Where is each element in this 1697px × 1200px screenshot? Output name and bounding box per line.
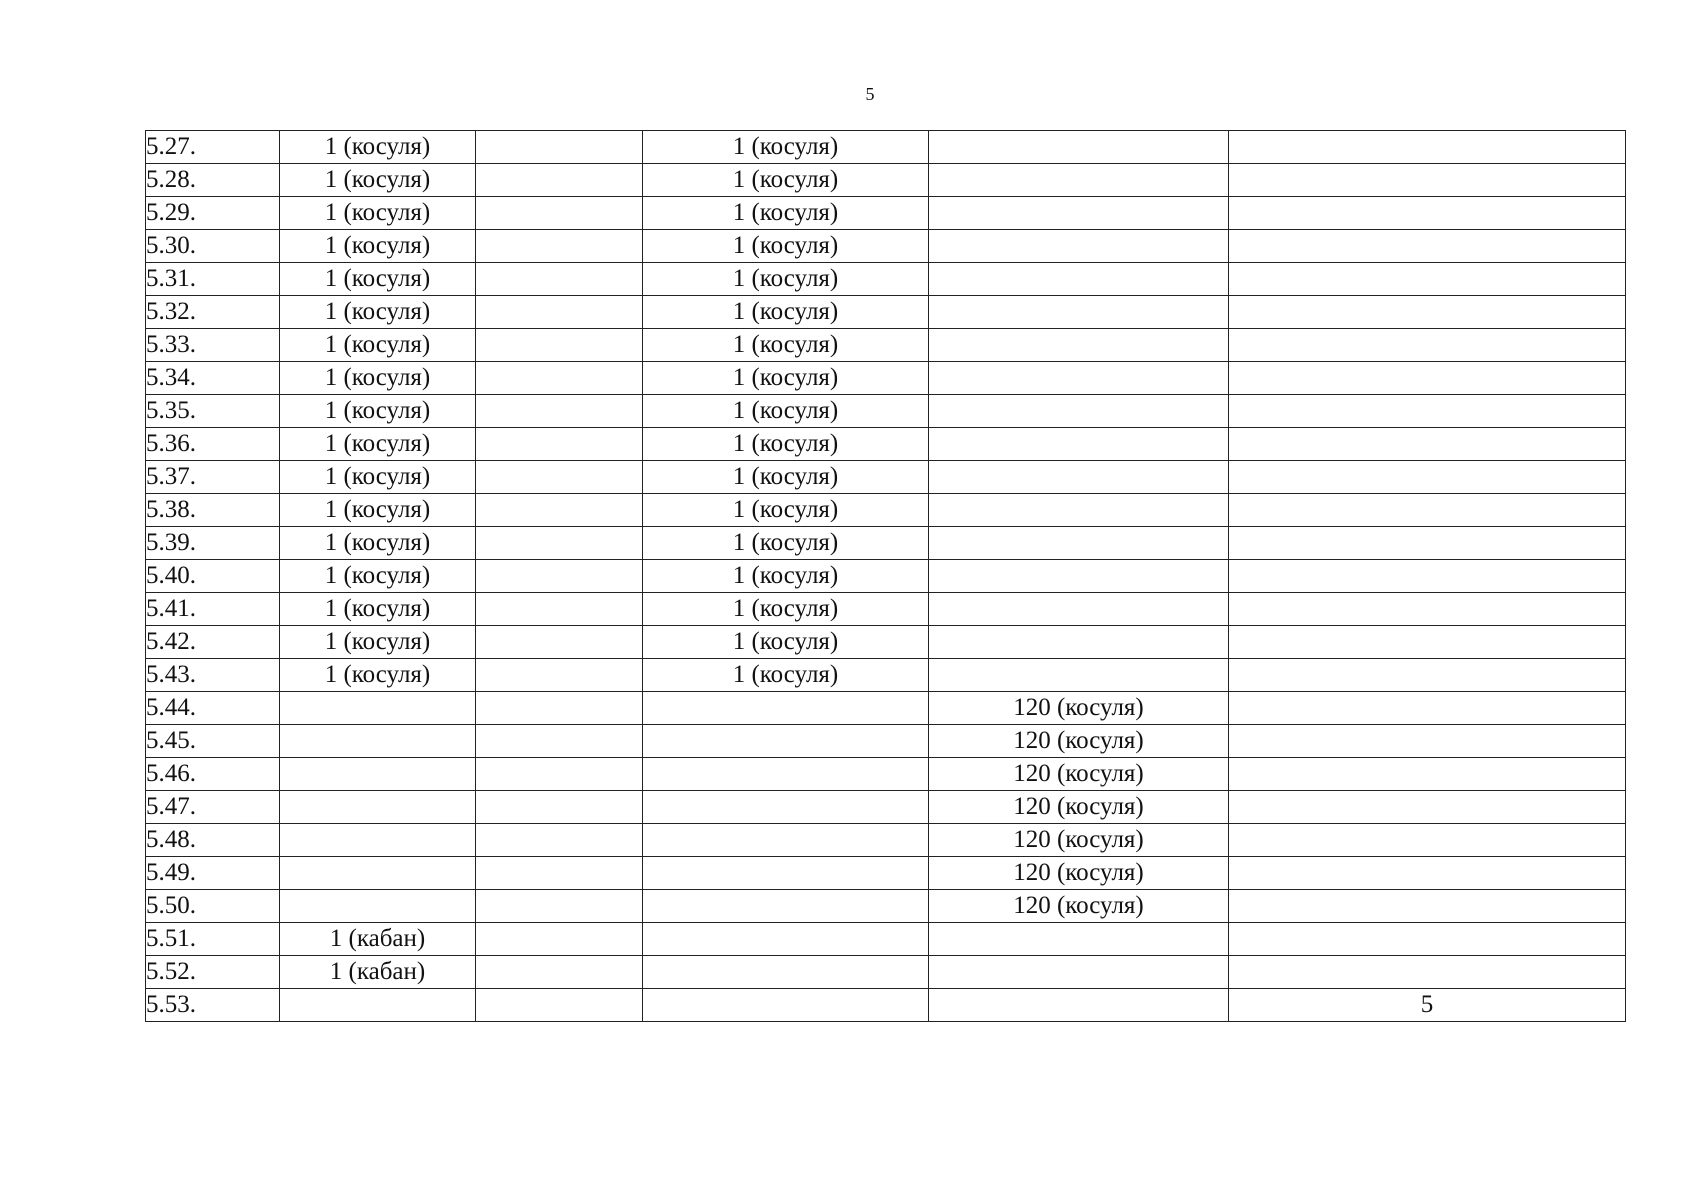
col4-cell	[929, 296, 1229, 329]
col5-cell	[1229, 725, 1626, 758]
table-row	[146, 197, 1626, 230]
col4-cell: 120 (косуля)	[929, 725, 1229, 758]
col4-cell	[929, 494, 1229, 527]
col4-cell	[929, 626, 1229, 659]
col2-cell	[476, 164, 643, 197]
col3-cell: 1 (косуля)	[643, 329, 929, 362]
col4-cell: 120 (косуля)	[929, 692, 1229, 725]
col1-cell	[280, 989, 476, 1022]
col4-cell	[929, 263, 1229, 296]
col5-cell	[1229, 197, 1626, 230]
table-row	[146, 263, 1626, 296]
col2-cell	[476, 329, 643, 362]
col2-cell	[476, 395, 643, 428]
col2-cell	[476, 428, 643, 461]
col1-cell: 1 (косуля)	[280, 428, 476, 461]
col2-cell	[476, 626, 643, 659]
col3-cell	[643, 725, 929, 758]
col4-cell	[929, 428, 1229, 461]
row-number-cell: 5.27.	[146, 131, 280, 164]
col3-cell: 1 (косуля)	[643, 395, 929, 428]
row-number-cell: 5.33.	[146, 329, 280, 362]
row-number-cell: 5.40.	[146, 560, 280, 593]
col4-cell	[929, 131, 1229, 164]
col2-cell	[476, 989, 643, 1022]
col1-cell: 1 (косуля)	[280, 164, 476, 197]
col1-cell: 1 (косуля)	[280, 329, 476, 362]
col1-cell: 1 (кабан)	[280, 956, 476, 989]
col4-cell: 120 (косуля)	[929, 824, 1229, 857]
col2-cell	[476, 296, 643, 329]
col2-cell	[476, 824, 643, 857]
col3-cell: 1 (косуля)	[643, 230, 929, 263]
table-row	[146, 131, 1626, 164]
col4-cell	[929, 395, 1229, 428]
col3-cell	[643, 989, 929, 1022]
col2-cell	[476, 758, 643, 791]
col2-cell	[476, 197, 643, 230]
quota-table	[145, 130, 1626, 1022]
col4-cell	[929, 593, 1229, 626]
col1-cell: 1 (косуля)	[280, 494, 476, 527]
table-row	[146, 362, 1626, 395]
col1-cell: 1 (косуля)	[280, 560, 476, 593]
col1-cell: 1 (косуля)	[280, 527, 476, 560]
col5-cell	[1229, 692, 1626, 725]
col2-cell	[476, 890, 643, 923]
col5-cell	[1229, 362, 1626, 395]
row-number-cell: 5.51.	[146, 923, 280, 956]
row-number-cell: 5.37.	[146, 461, 280, 494]
table-row	[146, 626, 1626, 659]
table-row	[146, 824, 1626, 857]
col1-cell	[280, 758, 476, 791]
row-number-cell: 5.49.	[146, 857, 280, 890]
col2-cell	[476, 362, 643, 395]
col1-cell	[280, 692, 476, 725]
col3-cell: 1 (косуля)	[643, 197, 929, 230]
col5-cell	[1229, 296, 1626, 329]
col2-cell	[476, 593, 643, 626]
col1-cell	[280, 824, 476, 857]
row-number-cell: 5.48.	[146, 824, 280, 857]
col2-cell	[476, 923, 643, 956]
table-row	[146, 758, 1626, 791]
row-number-cell: 5.47.	[146, 791, 280, 824]
row-number-cell: 5.42.	[146, 626, 280, 659]
col3-cell	[643, 824, 929, 857]
col4-cell	[929, 164, 1229, 197]
col3-cell: 1 (косуля)	[643, 164, 929, 197]
col1-cell: 1 (косуля)	[280, 593, 476, 626]
table-row	[146, 296, 1626, 329]
row-number-cell: 5.53.	[146, 989, 280, 1022]
col4-cell	[929, 659, 1229, 692]
row-number-cell: 5.28.	[146, 164, 280, 197]
row-number-cell: 5.31.	[146, 263, 280, 296]
table-body	[146, 131, 1626, 1022]
col4-cell	[929, 956, 1229, 989]
col2-cell	[476, 692, 643, 725]
col5-cell	[1229, 758, 1626, 791]
col5-cell	[1229, 857, 1626, 890]
col5-cell	[1229, 824, 1626, 857]
col3-cell	[643, 692, 929, 725]
table-row	[146, 692, 1626, 725]
col3-cell: 1 (косуля)	[643, 296, 929, 329]
col4-cell	[929, 923, 1229, 956]
table-row	[146, 659, 1626, 692]
col4-cell	[929, 197, 1229, 230]
col1-cell	[280, 791, 476, 824]
col5-cell: 5	[1229, 989, 1626, 1022]
col3-cell: 1 (косуля)	[643, 593, 929, 626]
col1-cell: 1 (косуля)	[280, 362, 476, 395]
col1-cell	[280, 857, 476, 890]
col5-cell	[1229, 956, 1626, 989]
col3-cell: 1 (косуля)	[643, 428, 929, 461]
col2-cell	[476, 725, 643, 758]
row-number-cell: 5.52.	[146, 956, 280, 989]
table-row	[146, 164, 1626, 197]
col2-cell	[476, 560, 643, 593]
row-number-cell: 5.29.	[146, 197, 280, 230]
col1-cell: 1 (косуля)	[280, 626, 476, 659]
table-row	[146, 923, 1626, 956]
table-row	[146, 725, 1626, 758]
col5-cell	[1229, 230, 1626, 263]
col1-cell: 1 (кабан)	[280, 923, 476, 956]
col3-cell: 1 (косуля)	[643, 626, 929, 659]
col2-cell	[476, 659, 643, 692]
row-number-cell: 5.43.	[146, 659, 280, 692]
col1-cell: 1 (косуля)	[280, 461, 476, 494]
col4-cell: 120 (косуля)	[929, 857, 1229, 890]
row-number-cell: 5.39.	[146, 527, 280, 560]
page-number: 5	[865, 84, 875, 104]
table-row	[146, 857, 1626, 890]
col5-cell	[1229, 890, 1626, 923]
col2-cell	[476, 461, 643, 494]
col4-cell: 120 (косуля)	[929, 758, 1229, 791]
col5-cell	[1229, 395, 1626, 428]
row-number-cell: 5.41.	[146, 593, 280, 626]
row-number-cell: 5.34.	[146, 362, 280, 395]
col1-cell: 1 (косуля)	[280, 230, 476, 263]
col3-cell	[643, 923, 929, 956]
col4-cell: 120 (косуля)	[929, 890, 1229, 923]
col2-cell	[476, 857, 643, 890]
col2-cell	[476, 131, 643, 164]
row-number-cell: 5.46.	[146, 758, 280, 791]
col5-cell	[1229, 494, 1626, 527]
col4-cell	[929, 230, 1229, 263]
col5-cell	[1229, 659, 1626, 692]
col3-cell: 1 (косуля)	[643, 461, 929, 494]
table-row	[146, 956, 1626, 989]
col3-cell	[643, 857, 929, 890]
table-row	[146, 791, 1626, 824]
table-row	[146, 989, 1626, 1022]
col3-cell	[643, 890, 929, 923]
row-number-cell: 5.38.	[146, 494, 280, 527]
row-number-cell: 5.30.	[146, 230, 280, 263]
col2-cell	[476, 527, 643, 560]
col5-cell	[1229, 626, 1626, 659]
col4-cell	[929, 461, 1229, 494]
col1-cell: 1 (косуля)	[280, 263, 476, 296]
table-row	[146, 890, 1626, 923]
col4-cell	[929, 560, 1229, 593]
col1-cell: 1 (косуля)	[280, 395, 476, 428]
col1-cell: 1 (косуля)	[280, 659, 476, 692]
col5-cell	[1229, 263, 1626, 296]
col4-cell	[929, 329, 1229, 362]
col3-cell: 1 (косуля)	[643, 560, 929, 593]
col5-cell	[1229, 461, 1626, 494]
col1-cell: 1 (косуля)	[280, 197, 476, 230]
col3-cell: 1 (косуля)	[643, 527, 929, 560]
col3-cell: 1 (косуля)	[643, 131, 929, 164]
row-number-cell: 5.35.	[146, 395, 280, 428]
col1-cell	[280, 725, 476, 758]
col1-cell: 1 (косуля)	[280, 131, 476, 164]
col5-cell	[1229, 593, 1626, 626]
col3-cell: 1 (косуля)	[643, 494, 929, 527]
col3-cell	[643, 956, 929, 989]
col5-cell	[1229, 923, 1626, 956]
col3-cell: 1 (косуля)	[643, 659, 929, 692]
col4-cell	[929, 362, 1229, 395]
table-row	[146, 527, 1626, 560]
col1-cell: 1 (косуля)	[280, 296, 476, 329]
col3-cell	[643, 758, 929, 791]
col3-cell: 1 (косуля)	[643, 362, 929, 395]
col2-cell	[476, 263, 643, 296]
col5-cell	[1229, 560, 1626, 593]
col4-cell: 120 (косуля)	[929, 791, 1229, 824]
table-row	[146, 329, 1626, 362]
table-row	[146, 560, 1626, 593]
col5-cell	[1229, 791, 1626, 824]
table-row	[146, 461, 1626, 494]
col4-cell	[929, 989, 1229, 1022]
col5-cell	[1229, 428, 1626, 461]
row-number-cell: 5.44.	[146, 692, 280, 725]
col3-cell	[643, 791, 929, 824]
col2-cell	[476, 494, 643, 527]
col4-cell	[929, 527, 1229, 560]
col5-cell	[1229, 527, 1626, 560]
table-row	[146, 593, 1626, 626]
col2-cell	[476, 956, 643, 989]
col1-cell	[280, 890, 476, 923]
row-number-cell: 5.50.	[146, 890, 280, 923]
table-row	[146, 428, 1626, 461]
col5-cell	[1229, 329, 1626, 362]
row-number-cell: 5.45.	[146, 725, 280, 758]
col3-cell: 1 (косуля)	[643, 263, 929, 296]
table-row	[146, 230, 1626, 263]
col5-cell	[1229, 164, 1626, 197]
table-row	[146, 494, 1626, 527]
row-number-cell: 5.32.	[146, 296, 280, 329]
col2-cell	[476, 791, 643, 824]
col2-cell	[476, 230, 643, 263]
col5-cell	[1229, 131, 1626, 164]
row-number-cell: 5.36.	[146, 428, 280, 461]
table-row	[146, 395, 1626, 428]
